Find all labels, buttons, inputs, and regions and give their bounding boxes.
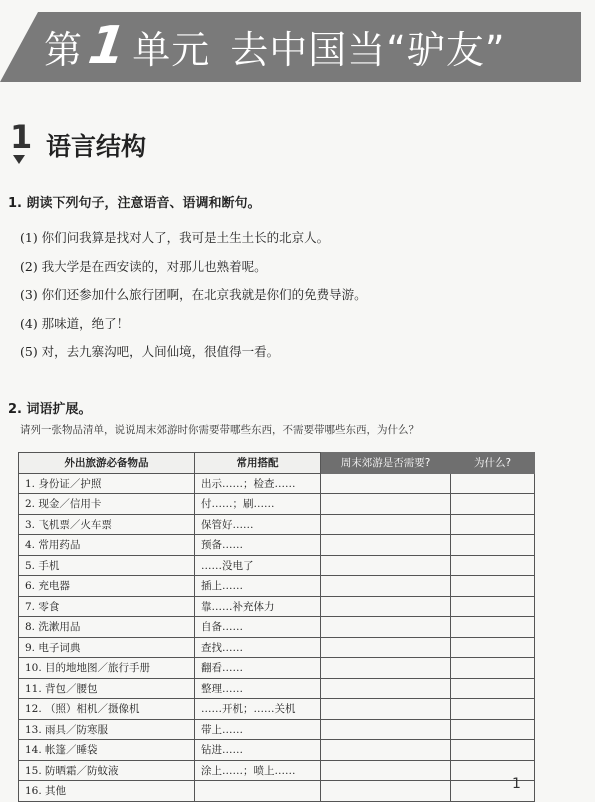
reason-answer-cell[interactable] bbox=[451, 473, 535, 494]
reason-answer-cell[interactable] bbox=[451, 740, 535, 761]
exercise2-instruction: 请列一张物品清单，说说周末郊游时你需要带哪些东西，不需要带哪些东西，为什么？ bbox=[20, 424, 419, 436]
section-number: 1 bbox=[10, 118, 33, 156]
header-phrases: 常用搭配 bbox=[195, 453, 321, 474]
needed-answer-cell[interactable] bbox=[321, 555, 451, 576]
item-cell: 14. 帐篷／睡袋 bbox=[19, 740, 195, 761]
item-cell: 4. 常用药品 bbox=[19, 535, 195, 556]
phrase-cell: 翻看…… bbox=[195, 658, 321, 679]
phrase-cell: 自备…… bbox=[195, 617, 321, 638]
table-row bbox=[19, 596, 535, 617]
reason-answer-cell[interactable] bbox=[451, 535, 535, 556]
phrase-cell: ……没电了 bbox=[195, 555, 321, 576]
table-row bbox=[19, 678, 535, 699]
unit-name: 去中国当“驴友” bbox=[230, 27, 506, 72]
sentence-item: (4) 那味道，绝了！ bbox=[20, 315, 130, 331]
table-row bbox=[19, 719, 535, 740]
sentence-item: (3) 你们还参加什么旅行团啊，在北京我就是你们的免费导游。 bbox=[20, 287, 367, 302]
table-row bbox=[19, 494, 535, 515]
needed-answer-cell[interactable] bbox=[321, 514, 451, 535]
reason-answer-cell[interactable] bbox=[451, 678, 535, 699]
sentence-item: (1) 你们问我算是找对人了，我可是土生土长的北京人。 bbox=[20, 230, 330, 245]
sentence-item: (2) 我大学是在西安读的，对那儿也熟着呢。 bbox=[20, 258, 267, 274]
needed-answer-cell[interactable] bbox=[321, 699, 451, 720]
item-cell: 7. 零食 bbox=[19, 596, 195, 617]
needed-answer-cell[interactable] bbox=[321, 576, 451, 597]
phrase-cell: ……开机；……关机 bbox=[195, 699, 321, 720]
unit-suffix: 单元 bbox=[132, 27, 211, 72]
item-cell: 9. 电子词典 bbox=[19, 637, 195, 658]
item-cell: 13. 雨具／防寒服 bbox=[19, 719, 195, 740]
reason-answer-cell[interactable] bbox=[451, 719, 535, 740]
phrase-cell: 靠……补充体力 bbox=[195, 596, 321, 617]
unit-number: 1 bbox=[84, 16, 131, 76]
reason-answer-cell[interactable] bbox=[451, 576, 535, 597]
phrase-cell bbox=[195, 781, 321, 802]
phrase-cell: 出示……；检查…… bbox=[195, 473, 321, 494]
exercise1-title: 1. 朗读下列句子，注意语音、语调和断句。 bbox=[8, 196, 261, 211]
item-cell: 11. 背包／腰包 bbox=[19, 678, 195, 699]
phrase-cell: 整理…… bbox=[195, 678, 321, 699]
needed-answer-cell[interactable] bbox=[321, 473, 451, 494]
table-row bbox=[19, 740, 535, 761]
table-row bbox=[19, 658, 535, 679]
header-why: 为什么? bbox=[451, 453, 535, 474]
needed-answer-cell[interactable] bbox=[321, 781, 451, 802]
page-number: 1 bbox=[512, 776, 521, 792]
header-items: 外出旅游必备物品 bbox=[19, 453, 195, 474]
item-cell: 16. 其他 bbox=[19, 781, 195, 802]
table-row bbox=[19, 576, 535, 597]
reason-answer-cell[interactable] bbox=[451, 781, 535, 802]
table-row bbox=[19, 617, 535, 638]
needed-answer-cell[interactable] bbox=[321, 637, 451, 658]
table-row bbox=[19, 699, 535, 720]
reason-answer-cell[interactable] bbox=[451, 555, 535, 576]
phrase-cell: 带上…… bbox=[195, 719, 321, 740]
reason-answer-cell[interactable] bbox=[451, 760, 535, 781]
phrase-cell: 钻进…… bbox=[195, 740, 321, 761]
needed-answer-cell[interactable] bbox=[321, 719, 451, 740]
needed-answer-cell[interactable] bbox=[321, 760, 451, 781]
item-cell: 8. 洗漱用品 bbox=[19, 617, 195, 638]
reason-answer-cell[interactable] bbox=[451, 494, 535, 515]
unit-prefix: 第 bbox=[44, 27, 84, 72]
reason-answer-cell[interactable] bbox=[451, 596, 535, 617]
header-needed: 周末郊游是否需要? bbox=[321, 453, 451, 474]
reason-answer-cell[interactable] bbox=[451, 514, 535, 535]
phrase-cell: 查找…… bbox=[195, 637, 321, 658]
needed-answer-cell[interactable] bbox=[321, 494, 451, 515]
needed-answer-cell[interactable] bbox=[321, 617, 451, 638]
packing-list-table bbox=[18, 452, 535, 802]
table-row bbox=[19, 514, 535, 535]
item-cell: 10. 目的地地图／旅行手册 bbox=[19, 658, 195, 679]
reason-answer-cell[interactable] bbox=[451, 617, 535, 638]
item-cell: 6. 充电器 bbox=[19, 576, 195, 597]
item-cell: 2. 现金／信用卡 bbox=[19, 494, 195, 515]
phrase-cell: 预备…… bbox=[195, 535, 321, 556]
needed-answer-cell[interactable] bbox=[321, 678, 451, 699]
phrase-cell: 付……；刷…… bbox=[195, 494, 321, 515]
item-cell: 5. 手机 bbox=[19, 555, 195, 576]
table-row bbox=[19, 555, 535, 576]
item-cell: 12. （照）相机／摄像机 bbox=[19, 699, 195, 720]
section-arrow-icon bbox=[13, 155, 25, 164]
needed-answer-cell[interactable] bbox=[321, 740, 451, 761]
table-row bbox=[19, 637, 535, 658]
item-cell: 3. 飞机票／火车票 bbox=[19, 514, 195, 535]
needed-answer-cell[interactable] bbox=[321, 596, 451, 617]
item-cell: 1. 身份证／护照 bbox=[19, 473, 195, 494]
reason-answer-cell[interactable] bbox=[451, 658, 535, 679]
reason-answer-cell[interactable] bbox=[451, 699, 535, 720]
table-row bbox=[19, 535, 535, 556]
unit-title bbox=[44, 16, 506, 76]
phrase-cell: 保管好…… bbox=[195, 514, 321, 535]
reason-answer-cell[interactable] bbox=[451, 637, 535, 658]
table-row bbox=[19, 760, 535, 781]
table-row bbox=[19, 473, 535, 494]
sentence-list bbox=[20, 228, 367, 371]
banner-notch bbox=[0, 12, 38, 82]
section-title: 语言结构 bbox=[46, 132, 147, 161]
needed-answer-cell[interactable] bbox=[321, 535, 451, 556]
phrase-cell: 涂上……；喷上…… bbox=[195, 760, 321, 781]
needed-answer-cell[interactable] bbox=[321, 658, 451, 679]
exercise2-title: 2. 词语扩展。 bbox=[8, 402, 92, 417]
table-row bbox=[19, 781, 535, 802]
table-header-row bbox=[19, 453, 535, 474]
sentence-item: (5) 对，去九寨沟吧，人间仙境，很值得一看。 bbox=[20, 344, 280, 359]
item-cell: 15. 防晒霜／防蚊液 bbox=[19, 760, 195, 781]
phrase-cell: 插上…… bbox=[195, 576, 321, 597]
